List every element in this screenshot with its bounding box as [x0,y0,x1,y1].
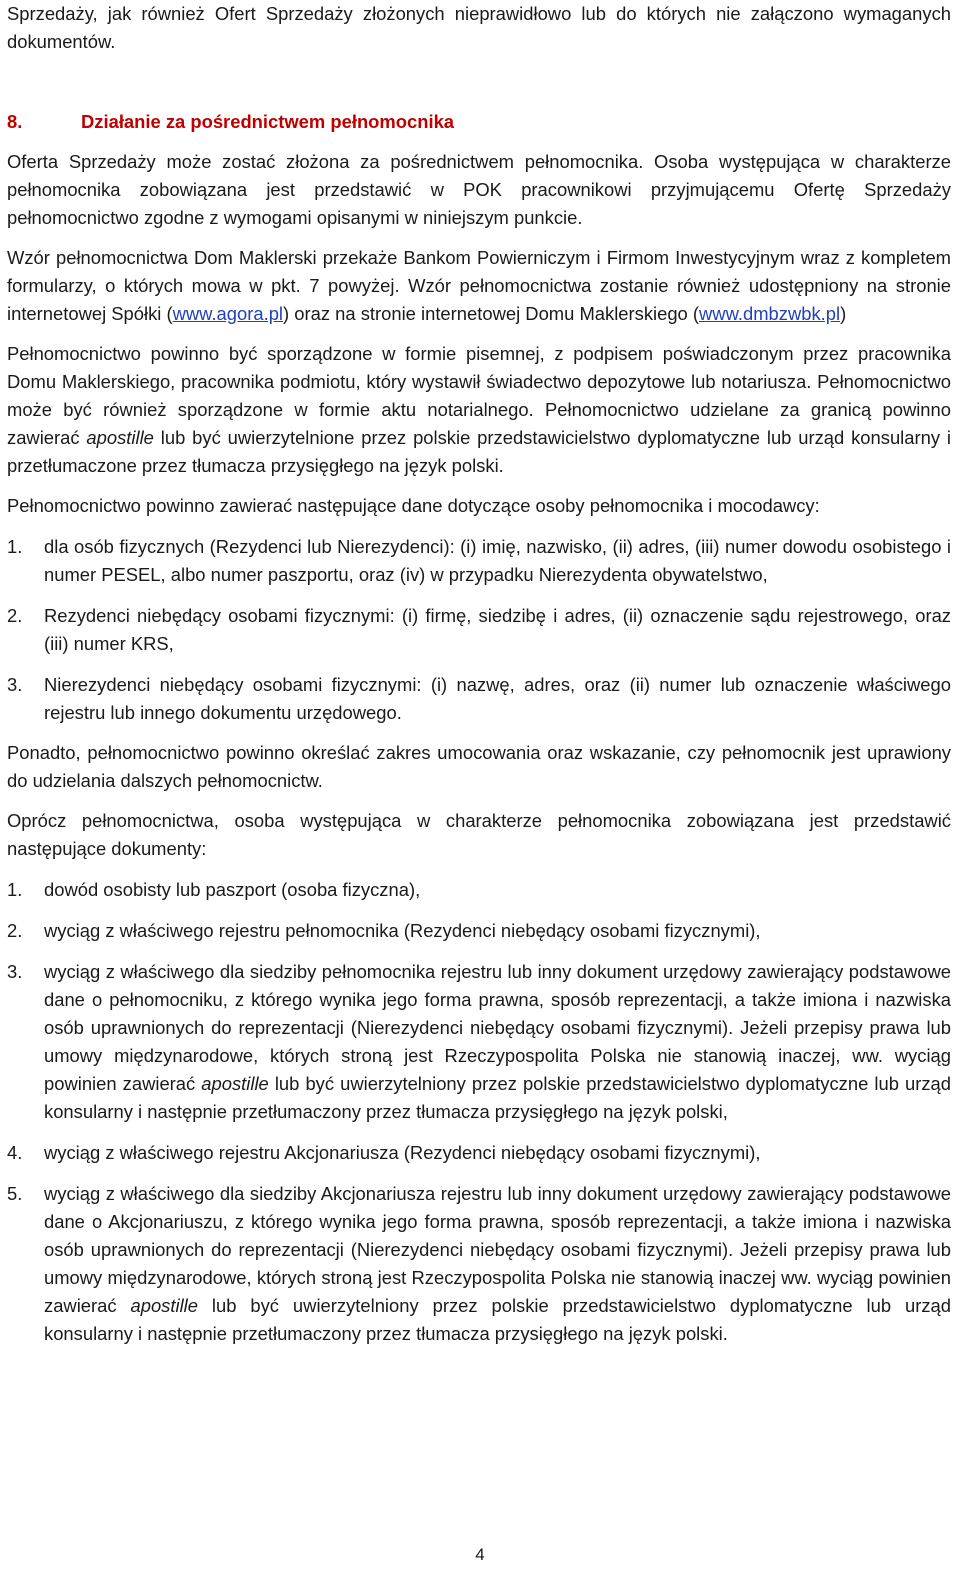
list-item [7,1180,951,1348]
dmbzwbk-link[interactable]: www.dmbzwbk.pl [699,303,841,324]
list-item [7,917,951,945]
paragraph-1: Oferta Sprzedaży może zostać złożona za pośrednictwem pełnomocnika. Osoba występująca w charakterze pełnomocnika zobowiązana jest przedstawić w POK pracownikowi przyjmującemu Ofertę Sprzedaży pełnomocnictwo zgodne z wymogami opisanymi w niniejszym punkcie. [7,151,951,228]
document-page [7,0,951,1348]
list-item-number: 1. [7,536,23,557]
paragraph-4: Pełnomocnictwo powinno zawierać następujące dane dotyczące osoby pełnomocnika i mocodawcy: [7,495,820,516]
list-item-text: dla osób fizycznych (Rezydenci lub Nierezydenci): (i) imię, nazwisko, (ii) adres, (iii) numer dowodu osobistego i numer PESEL, albo numer paszportu, oraz (iv) w przypadku Nierezydenta obywatelstwo, [44,536,951,585]
paragraph-2-text-b: ) oraz na stronie internetowej Domu Maklerskiego ( [283,303,700,324]
paragraph-2-text-c: ) [840,303,847,324]
paragraph-3-text-b: lub być uwierzytelnione przez polskie przedstawicielstwo dyplomatyczne lub urząd konsularny i przetłumaczone przez tłumacza przysięgłego na język polski. [7,427,951,476]
paragraph-6: Oprócz pełnomocnictwa, osoba występująca w charakterze pełnomocnika zobowiązana jest przedstawić następujące dokumenty: [7,810,951,859]
list-item-number: 4. [7,1142,23,1163]
list-item-text: wyciąg z właściwego dla siedziby Akcjonariusza rejestru lub inny dokument urzędowy zawierający podstawowe dane o Akcjonariuszu, z którego wynika jego forma prawna, sposób reprezentacji, a także imiona i nazwiska osób uprawnionych do reprezentacji (Nierezydenci niebędący osobami fizycznymi). Jeżeli przepisy prawa lub umowy międzynarodowe, których stroną jest Rzeczypospolita Polska nie stanowią inaczej ww. wyciąg powinien zawierać apostille lub być uwierzytelniony przez polskie przedstawicielstwo dyplomatyczne lub urząd konsularny i następnie przetłumaczony przez tłumacza przysięgłego na język polski. [44,1183,951,1344]
paragraph-5: Ponadto, pełnomocnictwo powinno określać zakres umocowania oraz wskazanie, czy pełnomocnik jest uprawiony do udzielania dalszych pełnomocnictw. [7,742,951,791]
list-item-number: 1. [7,879,23,900]
paragraph-3-text-a: Pełnomocnictwo powinno być sporządzone w formie pisemnej, z podpisem poświadczonym przez pracownika Domu Maklerskiego, pracownika podmiotu, który wystawił świadectwo depozytowe lub notariusza. Pełnomocnictwo może być również sporządzone w formie aktu notarialnego. Pełnomocnictwo udzielane za granicą powinno zawierać [7,343,951,448]
list-item-text: wyciąg z właściwego dla siedziby pełnomocnika rejestru lub inny dokument urzędowy zawierający podstawowe dane o pełnomocniku, z którego wynika jego forma prawna, sposób reprezentacji, a także imiona i nazwiska osób uprawnionych do reprezentacji (Nierezydenci niebędący osobami fizycznymi). Jeżeli przepisy prawa lub umowy międzynarodowe, których stroną jest Rzeczypospolita Polska nie stanowią inaczej, ww. wyciąg powinien zawierać apostille lub być uwierzytelniony przez polskie przedstawicielstwo dyplomatyczne lub urząd konsularny i następnie przetłumaczony przez tłumacza przysięgłego na język polski, [44,961,951,1122]
section-number: 8. [7,111,23,132]
page-number: 4 [475,1545,485,1564]
intro-paragraph: Sprzedaży, jak również Ofert Sprzedaży złożonych nieprawidłowo lub do których nie załączono wymaganych dokumentów. [7,3,951,52]
section-heading [7,108,951,136]
list-item [7,958,951,1126]
list-item [7,671,951,727]
agora-link[interactable]: www.agora.pl [172,303,284,324]
paragraph-3-italic: apostille [86,427,154,448]
list-item-number: 3. [7,961,23,982]
list-item [7,533,951,589]
paragraph-2 [7,244,951,328]
list-item-number: 2. [7,605,23,626]
list-2 [7,876,951,1348]
list-item [7,1139,951,1167]
list-item-text: wyciąg z właściwego rejestru pełnomocnika (Rezydenci niebędący osobami fizycznymi), [44,920,761,941]
list-item-text: dowód osobisty lub paszport (osoba fizyczna), [44,879,421,900]
paragraph-3 [7,340,951,480]
section-title: Działanie za pośrednictwem pełnomocnika [81,111,455,132]
list-1 [7,533,951,727]
list-item-text: Nierezydenci niebędący osobami fizycznymi: (i) nazwę, adres, oraz (ii) numer lub oznaczenie właściwego rejestru lub innego dokumentu urzędowego. [44,674,951,723]
paragraph-2-text-a: Wzór pełnomocnictwa Dom Maklerski przekaże Bankom Powierniczym i Firmom Inwestycyjnym wraz z kompletem formularzy, o których mowa w pkt. 7 powyżej. Wzór pełnomocnictwa zostanie również udostępniony na stronie internetowej Spółki ( [7,247,951,324]
list-item [7,602,951,658]
list-item-text: wyciąg z właściwego rejestru Akcjonariusza (Rezydenci niebędący osobami fizycznymi), [44,1142,761,1163]
list-item-text: Rezydenci niebędący osobami fizycznymi: (i) firmę, siedzibę i adres, (ii) oznaczenie sądu rejestrowego, oraz (iii) numer KRS, [44,605,951,654]
list-item-number: 3. [7,674,23,695]
list-item-number: 2. [7,920,23,941]
list-item-number: 5. [7,1183,23,1204]
list-item [7,876,951,904]
